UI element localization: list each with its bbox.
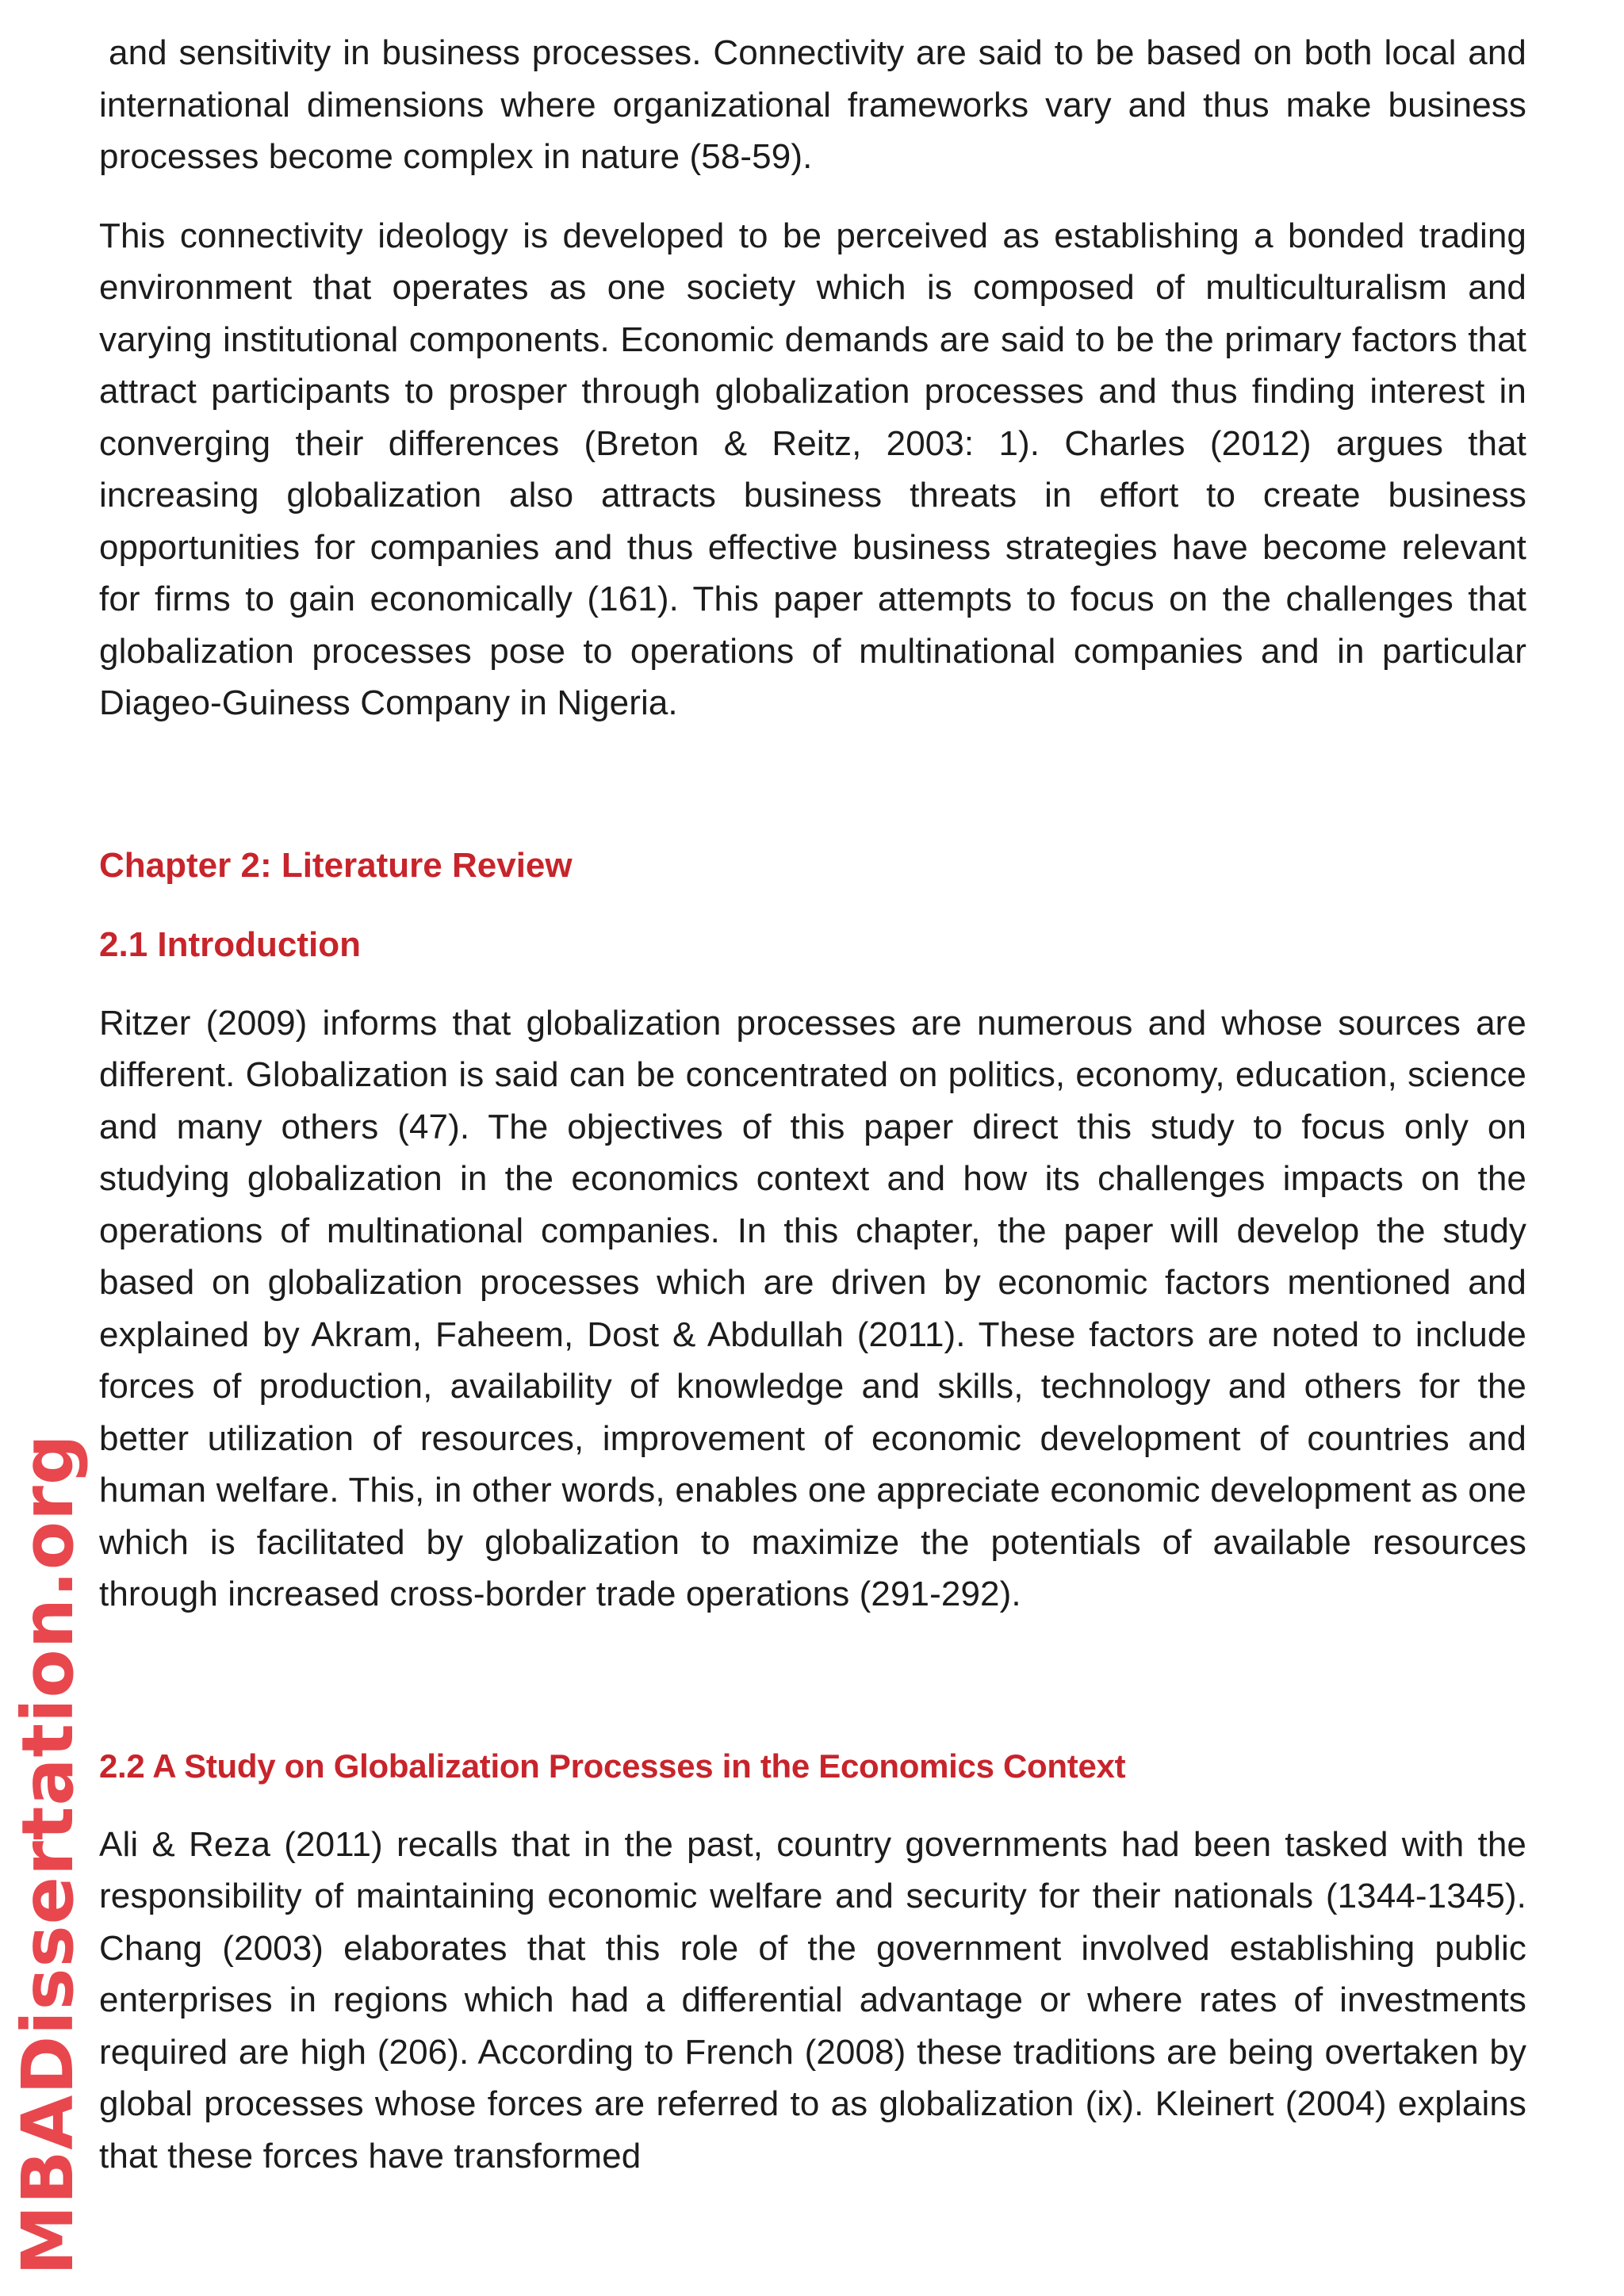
paragraph-continued: and sensitivity in business processes. Connectivity are said to be based on both local and international dimensions where organizational frameworks vary and thus make business processes become complex in nature (58-59).: [99, 33, 1526, 176]
paragraph-ali-reza: Ali & Reza (2011) recalls that in the past, country governments had been tasked with the responsibility of maintaining economic welfare and security for their nationals (1344-1345). Chang (2003) elaborates that this role of the government involved establishing public enterprises in regions which had a differential advantage or where rates of investments required are high (206). According to French (2008) these traditions are being overtaken by global processes whose forces are referred to as globalization (ix). Kleinert (2004) explains that these forces have transformed: [99, 1824, 1526, 2175]
section-heading-globalization-economics: 2.2 A Study on Globalization Processes in the Economics Context: [99, 1747, 1126, 1785]
document-content: [99, 27, 1526, 2182]
section-heading-introduction: 2.1 Introduction: [99, 924, 361, 964]
watermark-logo-text: MBADissertation.org: [6, 1433, 89, 2275]
chapter-heading: Chapter 2: Literature Review: [99, 845, 573, 885]
paragraph-connectivity: This connectivity ideology is developed to be perceived as establishing a bonded trading environment that operates as one society which is composed of multiculturalism and varying institutional components. Economic demands are said to be the primary factors that attract participants to prosper through globalization processes and thus finding interest in converging their differences (Breton & Reitz, 2003: 1). Charles (2012) argues that increasing globalization also attracts business threats in effort to create business opportunities for companies and thus effective business strategies have become relevant for firms to gain economically (161). This paper attempts to focus on the challenges that globalization processes pose to operations of multinational companies and in particular Diageo-Guiness Company in Nigeria.: [99, 216, 1526, 722]
paragraph-introduction: Ritzer (2009) informs that globalization processes are numerous and whose sources are different. Globalization is said can be concentrated on politics, economy, education, science and many others (47). The objectives of this paper direct this study to focus only on studying globalization in the economics context and how its challenges impacts on the operations of multinational companies. In this chapter, the paper will develop the study based on globalization processes which are driven by economic factors mentioned and explained by Akram, Faheem, Dost & Abdullah (2011). These factors are noted to include forces of production, availability of knowledge and skills, technology and others for the better utilization of resources, improvement of economic development of countries and human welfare. This, in other words, enables one appreciate economic development as one which is facilitated by globalization to maximize the potentials of available resources through increased cross-border trade operations (291-292).: [99, 1003, 1526, 1613]
